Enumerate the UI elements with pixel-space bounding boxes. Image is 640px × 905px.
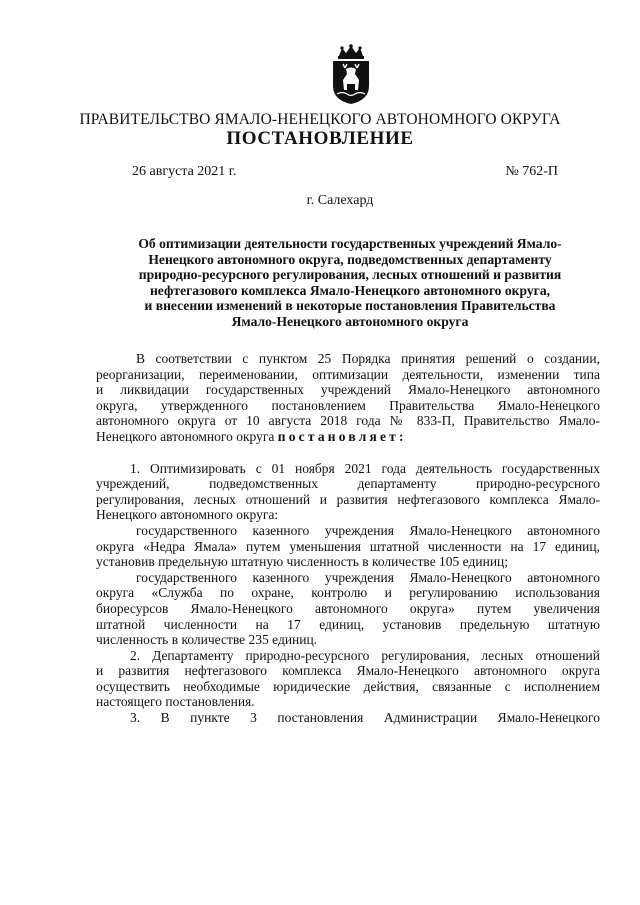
item-1b-line: округа «Служба по охране, контролю и регулированию использования — [96, 585, 600, 601]
item-3-line: 3. В пункте 3 постановления Администрации Ямало-Ненецкого — [130, 710, 600, 726]
preamble-line: и ликвидации государственных учреждений Ямало-Ненецкого автономного — [96, 382, 600, 398]
item-1b-line: штатной численности на 17 единиц, установив предельную штатную — [96, 616, 600, 632]
coat-of-arms-icon — [329, 44, 373, 106]
item-2-line: осуществить необходимые юридические действия, связанные с исполнением — [96, 678, 600, 694]
preamble-line: В соответствии с пунктом 25 Порядка принятия решений о создании, — [136, 351, 600, 366]
item-2-line: и развития нефтегазового комплекса Ямало-Ненецкого автономного округа — [96, 663, 600, 679]
item-1a-line: государственного казенного учреждения Ямало-Ненецкого автономного — [136, 522, 600, 538]
document-body — [96, 351, 600, 726]
subject-line: Ненецкого автономного округа, подведомственных департаменту — [148, 251, 552, 267]
item-1-line: учреждений, подведомственных департаменту природно-ресурсного — [96, 476, 600, 492]
item-1a-line: округа «Недра Ямала» путем уменьшения штатной численности на 17 единиц, — [96, 538, 600, 554]
document-date: 26 августа 2021 г. — [132, 164, 237, 179]
document-type-title: ПОСТАНОВЛЕНИЕ — [226, 128, 414, 149]
subject-line: и внесении изменений в некоторые постановления Правительства — [144, 298, 556, 313]
document-city: г. Салехард — [306, 193, 374, 208]
preamble-line: автономного округа от 10 августа 2018 года № 833-П, Правительство Ямало- — [96, 413, 600, 429]
item-1-line: 1. Оптимизировать с 01 ноября 2021 года деятельность государственных — [130, 460, 600, 476]
item-2-line: 2. Департаменту природно-ресурсного регулирования, лесных отношений — [130, 647, 600, 663]
preamble-line: округа, утвержденного постановлением Правительства Ямало-Ненецкого — [96, 397, 600, 413]
document-number: № 762-П — [505, 164, 558, 179]
preamble-last-line-text: Ненецкого автономного округа — [96, 428, 278, 444]
government-title: ПРАВИТЕЛЬСТВО ЯМАЛО-НЕНЕЦКОГО АВТОНОМНОГО ОКРУГА — [79, 111, 561, 128]
item-1b-line: государственного казенного учреждения Ямало-Ненецкого автономного — [136, 569, 600, 585]
item-1a-line: установив предельную штатную численность в количестве 105 единиц; — [96, 554, 509, 570]
item-1-line: Ненецкого автономного округа: — [96, 507, 279, 523]
preamble-line: реорганизации, переименовании, оптимизации деятельности, изменении типа — [96, 366, 600, 382]
preamble-last-line — [96, 429, 600, 445]
item-1b-line: биоресурсов Ямало-Ненецкого автономного округа» путем увеличения — [96, 600, 600, 616]
document-subject — [100, 236, 600, 329]
item-1-line: регулирования, лесных отношений и развития нефтегазового комплекса Ямало- — [96, 491, 600, 507]
subject-line: Ямало-Ненецкого автономного округа — [231, 313, 469, 329]
subject-line: природно-ресурсного регулирования, лесных отношений и развития — [138, 267, 562, 282]
subject-line: нефтегазового комплекса Ямало-Ненецкого автономного округа, — [149, 282, 551, 298]
item-2-line: настоящего постановления. — [96, 694, 255, 710]
item-1b-line: численность в количестве 235 единиц. — [96, 632, 318, 648]
resolution-keyword: постановляет: — [277, 428, 407, 444]
subject-line: Об оптимизации деятельности государственных учреждений Ямало- — [138, 236, 562, 251]
